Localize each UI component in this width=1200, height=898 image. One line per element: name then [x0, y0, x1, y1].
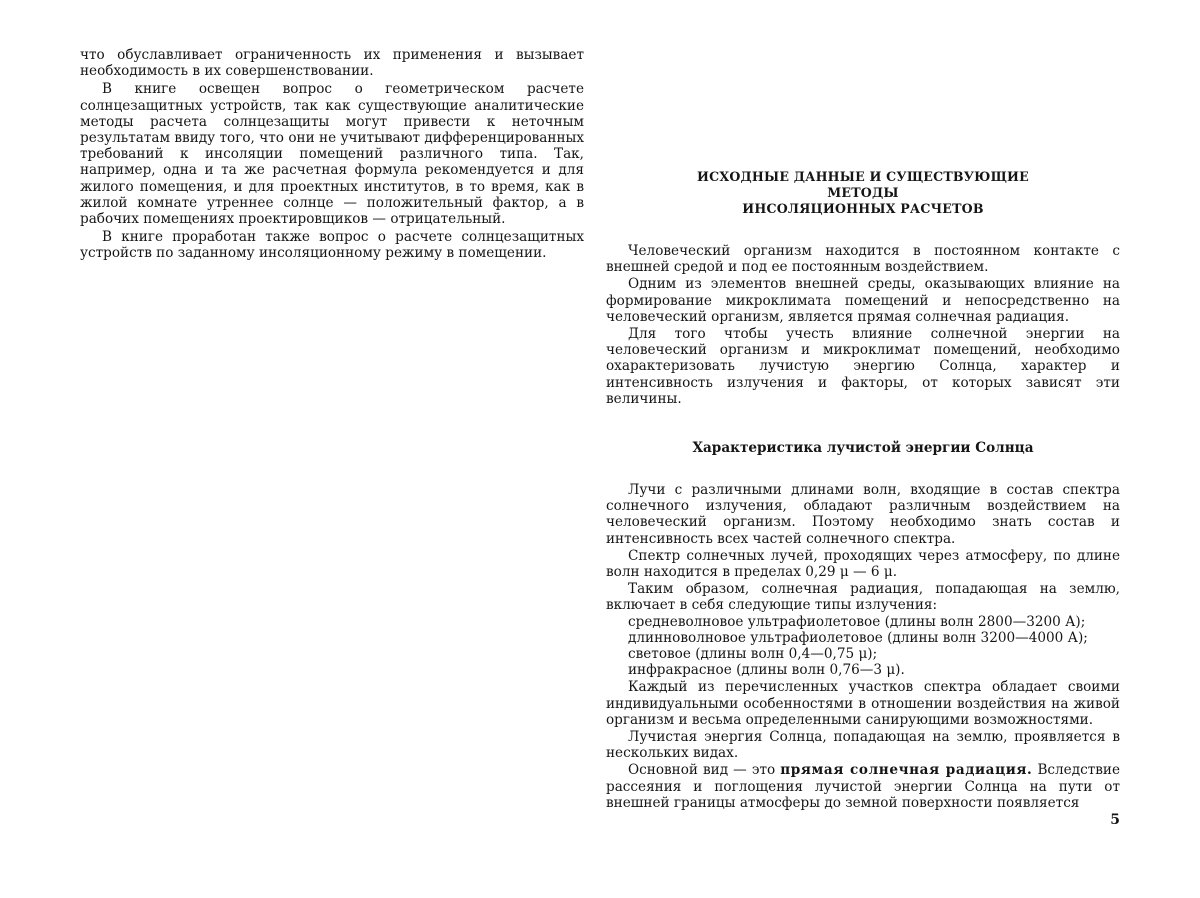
section-title-line-1: ИСХОДНЫЕ ДАННЫЕ И СУЩЕСТВУЮЩИЕ МЕТОДЫ: [697, 169, 1029, 200]
sub-paragraph-2: Спектр солнечных лучей, проходящих через атмосферу, по длине волн находится в пределах 0,29 μ — 6 μ.: [606, 547, 1120, 581]
intro-paragraph-3: Для того чтобы учесть влияние солнечной энергии на человеческий организм и микроклимат помещений, необходимо охарактеризовать лучистую энергию Солнца, характер и интенсивность излучения и факторы, от которых зависят эти величины.: [606, 326, 1120, 407]
radiation-types-list: [606, 614, 1120, 679]
sub-paragraph-3: Таким образом, солнечная радиация, попадающая на землю, включает в себя следующие типы излучения:: [606, 581, 1120, 614]
right-page: [606, 0, 1120, 898]
list-item: длинноволновое ультрафиолетовое (длины волн 3200—4000 А);: [628, 629, 1088, 646]
left-paragraph-1: что обуславливает ограниченность их применения и вызывает необходимость в их совершенствовании.: [80, 47, 584, 80]
list-item: инфракрасное (длины волн 0,76—3 μ).: [628, 662, 905, 679]
section-title-line-2: ИНСОЛЯЦИОННЫХ РАСЧЕТОВ: [742, 201, 984, 216]
left-page: [80, 0, 584, 898]
sub-paragraph-1: Лучи с различными длинами волн, входящие в состав спектра солнечного излучения, обладают различным воздействием на человеческий организм. Поэтому необходимо знать состав и интенсивность всех частей солнечного спектра.: [606, 482, 1120, 547]
left-paragraph-3: В книге проработан также вопрос о расчете солнцезащитных устройств по заданному инсоляционному режиму в помещении.: [80, 229, 584, 262]
sub-paragraph-5: Лучистая энергия Солнца, попадающая на землю, проявляется в нескольких видах.: [606, 729, 1120, 762]
intro-paragraph-2: Одним из элементов внешней среды, оказывающих влияние на формирование микроклимата помещений и непосредственно на человеческий организм, является прямая солнечная радиация.: [606, 276, 1120, 325]
sub-paragraph-6: [606, 762, 1120, 811]
list-item: средневолновое ультрафиолетовое (длины волн 2800—3200 А);: [628, 613, 1086, 630]
subsection-title: Характеристика лучистой энергии Солнца: [692, 440, 1034, 457]
list-item: световое (длины волн 0,4—0,75 μ);: [628, 646, 878, 663]
section-title: [666, 169, 1060, 217]
page-number: 5: [1110, 812, 1120, 828]
sub-paragraph-6-end: Вследствие рассеяния и поглощения лучистой энергии Солнца на пути от внешней границы атмосферы до земной поверхности появляется: [606, 762, 1120, 811]
direct-solar-radiation-term: прямая солнечная радиация.: [780, 762, 1033, 779]
sub-paragraph-4: Каждый из перечисленных участков спектра обладает своими индивидуальными особенностями в отношении воздействия на живой организм и весьма определенными санирующими возможностями.: [606, 679, 1120, 728]
sub-paragraph-6-start: Основной вид — это: [628, 762, 781, 779]
intro-paragraph-1: Человеческий организм находится в постоянном контакте с внешней средой и под ее постоянным воздействием.: [606, 243, 1120, 276]
left-paragraph-2: В книге освещен вопрос о геометрическом расчете солнцезащитных устройств, так как существующие аналитические методы расчета солнцезащиты могут привести к неточным результатам ввиду того, что они не учитывают дифференцированных требований к инсоляции помещений различного типа. Так, например, одна и та же расчетная формула рекомендуется и для жилого помещения, и для проектных институтов, в то время, как в жилой комнате утреннее солнце — положительный фактор, а в рабочих помещениях проектировщиков — отрицательный.: [80, 81, 584, 228]
